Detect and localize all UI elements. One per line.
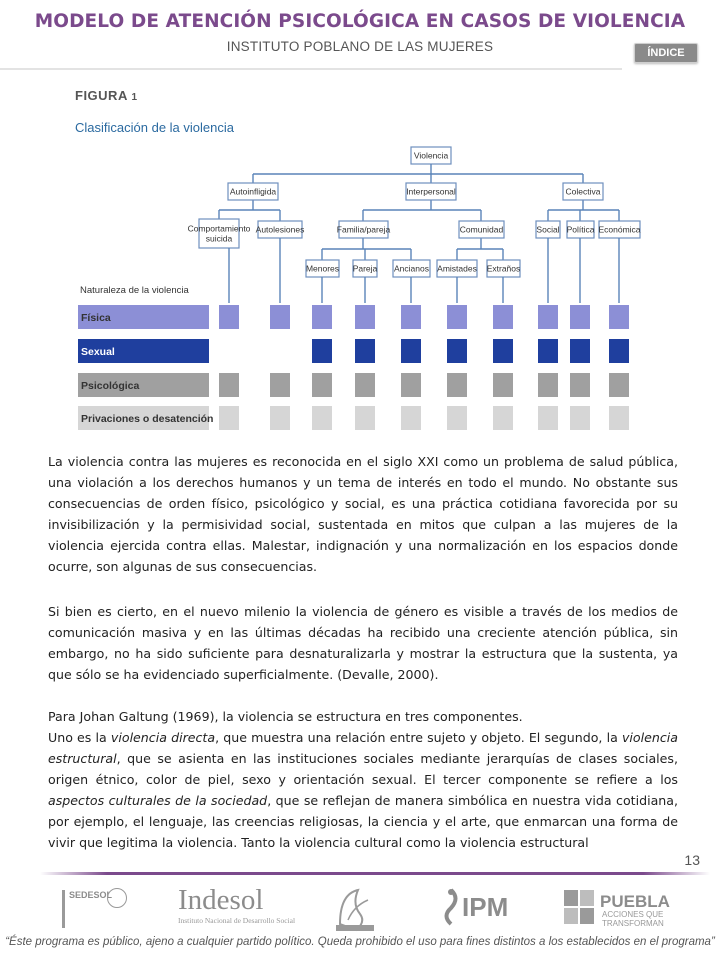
violence-classification-diagram xyxy=(0,0,720,440)
mexico-seal-icon xyxy=(107,888,127,908)
puebla-slogan-1: ACCIONES QUE xyxy=(602,910,664,919)
node-level2-6-label: Económica xyxy=(598,224,641,235)
nature-row-0-square-9 xyxy=(609,305,629,329)
paragraph-3: Para Johan Galtung (1969), la violencia se estructura en tres componentes. xyxy=(48,709,523,724)
nature-row-1-label: Sexual xyxy=(81,346,115,358)
ipm-logo xyxy=(440,888,520,928)
ipm-logo-text: IPM xyxy=(462,892,509,922)
paragraph-1: La violencia contra las mujeres es reconocida en el siglo XXI como un problema de salud pública, una violación a los derechos humanos y un tema de interés en todo el mundo. No obstante sus consecuencias de orden físico, psicológico y social, es una práctica cotidiana favorecida por su invisibilización y la permisividad social, sustentada en mitos que culpan a las mujeres de la violencia ejercida contra ellas. Malestar, indignación y una normalización en los espacios donde ocurre, son algunas de sus consecuencias. xyxy=(48,454,678,574)
nature-row-2-label: Psicológica xyxy=(81,380,140,392)
galtung-text-4: , que se reflejan de manera simbólica en nuestra vida cotidiana, por ejemplo, el lenguaje, las creencias religiosas, la ciencia y el arte, que enmarcan una forma de vivir que legitima la violencia. Tanto la violencia cultural como la violencia estructural xyxy=(48,793,679,850)
nature-row-1-square-9 xyxy=(609,339,629,363)
nature-row-1-square-4 xyxy=(401,339,421,363)
indesol-logo xyxy=(178,884,328,925)
galtung-text-3: , que se asienta en las instituciones sociales mediante jerarquías de clases sociales, origen étnico, color de piel, sexo y orientación sexual. El tercer componente se refiere a los xyxy=(48,751,678,787)
nature-row-2-square-8 xyxy=(570,373,590,397)
nature-row-0-square-5 xyxy=(447,305,467,329)
nature-row-0-square-1 xyxy=(270,305,290,329)
nature-title: Naturaleza de la violencia xyxy=(80,285,189,296)
nature-row-1-square-2 xyxy=(312,339,332,363)
node-level3-4-label: Extraños xyxy=(486,263,521,274)
node-level2-3-label: Comunidad xyxy=(459,224,504,235)
node-level3-2-label: Ancianos xyxy=(394,263,429,274)
galtung-text-1: Uno es la xyxy=(48,730,111,745)
nature-row-2-square-6 xyxy=(493,373,513,397)
nature-row-0-square-3 xyxy=(355,305,375,329)
nature-row-2-square-2 xyxy=(312,373,332,397)
indesol-logo-text: Indesol xyxy=(178,884,264,916)
nature-row-3-square-1 xyxy=(270,406,290,430)
node-level1-2-label: Colectiva xyxy=(565,186,601,197)
puebla-slogan-2: TRANSFORMAN xyxy=(602,919,664,928)
nature-row-2-square-4 xyxy=(401,373,421,397)
puebla-shield-icon xyxy=(562,888,598,928)
node-level2-0-label: suicida xyxy=(205,233,233,244)
term-cultural-aspects: aspectos culturales de la sociedad xyxy=(48,793,268,808)
nature-row-1-square-3 xyxy=(355,339,375,363)
footer-divider xyxy=(40,872,710,875)
nature-row-1-square-6 xyxy=(493,339,513,363)
ipm-symbol-icon xyxy=(440,888,462,926)
document-title: MODELO DE ATENCIÓN PSICOLÓGICA EN CASOS DE VIOLENCIA xyxy=(34,11,686,32)
footer-logos xyxy=(0,884,720,934)
paimef-emblem-icon xyxy=(330,884,380,934)
nature-row-0-label: Física xyxy=(81,312,111,324)
node-level2-1-label: Autolesiones xyxy=(255,224,305,235)
nature-row-0-square-0 xyxy=(219,305,239,329)
puebla-logo-text: PUEBLA xyxy=(600,892,670,911)
paragraph-2: Si bien es cierto, en el nuevo milenio la violencia de género es visible a través de los medios de comunicación masiva y en las últimas décadas ha recibido una creciente atención pública, sin embargo, no ha sido suficiente para desnaturalizarla y mostrar la estructura que la sustenta, ya que sólo se ha evidenciado superficialmente. (Devalle, 2000). xyxy=(48,604,678,682)
term-direct-violence: violencia directa xyxy=(110,730,216,745)
sedesol-logo-text: SEDESOL xyxy=(69,890,113,900)
nature-row-0-square-7 xyxy=(538,305,558,329)
nature-row-2-square-5 xyxy=(447,373,467,397)
nature-row-3-square-8 xyxy=(570,406,590,430)
figure-label-text: FIGURA xyxy=(75,88,128,103)
nature-row-3-square-7 xyxy=(538,406,558,430)
index-button[interactable]: ÍNDICE xyxy=(634,43,698,63)
galtung-text-2: , que muestra una relación entre sujeto y objeto. El segundo, la xyxy=(215,730,622,745)
nature-row-3-square-2 xyxy=(312,406,332,430)
sedesol-logo xyxy=(62,890,131,928)
footer-disclaimer: “Éste programa es público, ajeno a cualquier partido político. Queda prohibido el uso para fines distintos a los establecidos en el programa” xyxy=(5,936,715,948)
term-structural-violence: violencia estructural xyxy=(48,730,678,766)
indesol-logo-subtitle: Instituto Nacional de Desarrollo Social xyxy=(178,916,296,925)
figure-number: 1 xyxy=(131,92,138,103)
node-level2-0-label: Comportamiento xyxy=(187,223,251,234)
node-level3-0-label: Menores xyxy=(305,263,340,274)
nature-row-2-square-9 xyxy=(609,373,629,397)
nature-row-0-square-4 xyxy=(401,305,421,329)
node-level1-0-label: Autoinfligida xyxy=(229,186,277,197)
paragraph-galtung xyxy=(48,727,678,853)
nature-row-3-square-0 xyxy=(219,406,239,430)
institute-subtitle: INSTITUTO POBLANO DE LAS MUJERES xyxy=(226,39,494,54)
nature-row-3-label: Privaciones o desatención xyxy=(81,413,214,425)
paimef-logo xyxy=(330,884,380,934)
nature-row-2-square-1 xyxy=(270,373,290,397)
node-level1-1-label: Interpersonal xyxy=(406,186,456,197)
page-number: 13 xyxy=(684,852,700,868)
nature-row-3-square-4 xyxy=(401,406,421,430)
nature-row-0-square-6 xyxy=(493,305,513,329)
node-level2-4-label: Social xyxy=(536,224,560,235)
nature-row-2-square-3 xyxy=(355,373,375,397)
puebla-logo xyxy=(562,886,672,930)
node-level2-2-label: Familia/pareja xyxy=(336,224,391,235)
nature-row-3-square-5 xyxy=(447,406,467,430)
nature-row-1-square-8 xyxy=(570,339,590,363)
nature-row-0-square-2 xyxy=(312,305,332,329)
nature-row-1-square-5 xyxy=(447,339,467,363)
nature-row-2-square-7 xyxy=(538,373,558,397)
node-violencia-label: Violencia xyxy=(413,150,449,161)
node-level3-1-label: Pareja xyxy=(352,263,378,274)
nature-row-3-square-9 xyxy=(609,406,629,430)
nature-row-3-square-6 xyxy=(493,406,513,430)
nature-row-3-square-3 xyxy=(355,406,375,430)
node-level2-5-label: Política xyxy=(566,224,595,235)
figure-caption: Clasificación de la violencia xyxy=(75,120,234,135)
nature-row-0-square-8 xyxy=(570,305,590,329)
node-level3-3-label: Amistades xyxy=(437,263,477,274)
nature-row-1-square-7 xyxy=(538,339,558,363)
nature-row-2-square-0 xyxy=(219,373,239,397)
